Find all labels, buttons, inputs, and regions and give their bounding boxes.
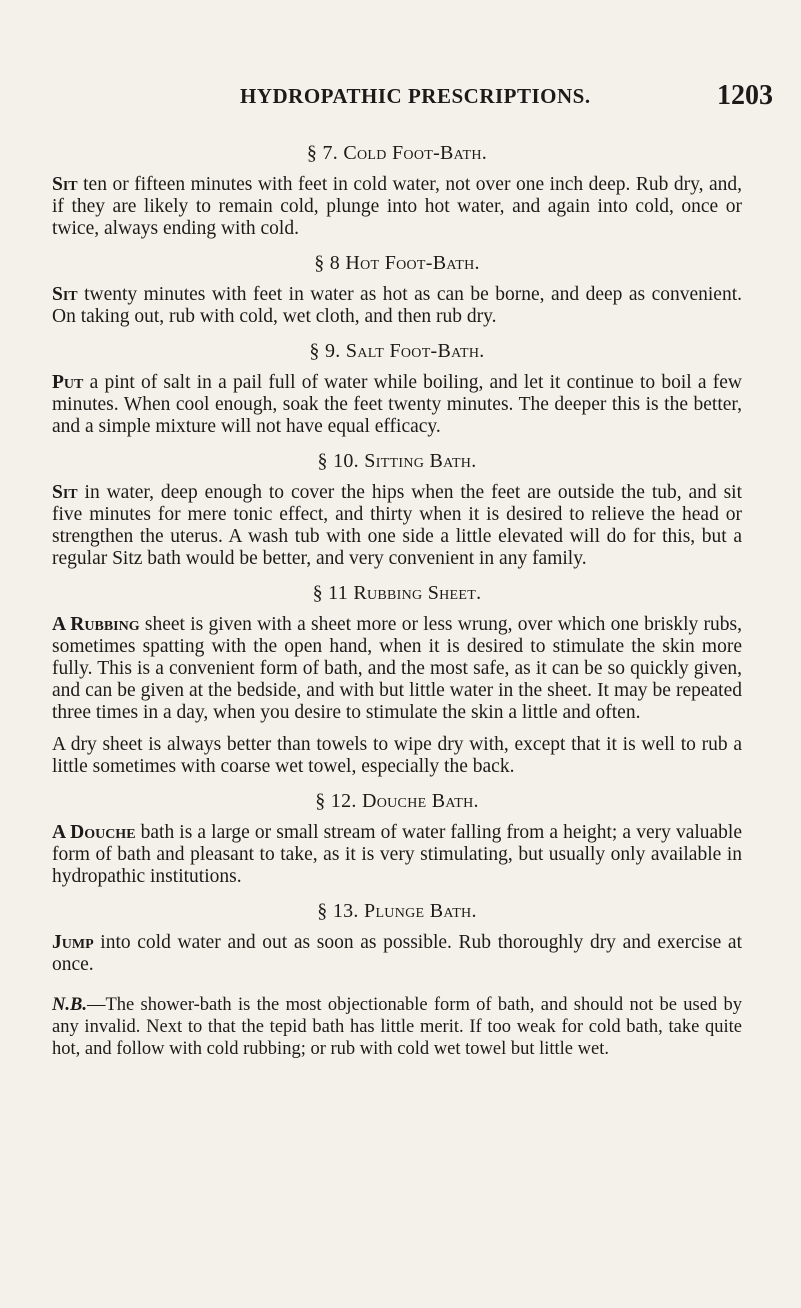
section-douche-bath — [52, 788, 742, 888]
paragraph — [52, 174, 742, 240]
paragraph-lead: Sit — [52, 284, 78, 305]
paragraph-lead: Sit — [52, 482, 78, 503]
section-heading: § 8 Hot Foot-Bath. — [314, 252, 480, 274]
section-plunge-bath — [52, 898, 742, 976]
paragraph — [52, 482, 742, 570]
paragraph — [52, 822, 742, 888]
section-heading: § 10. Sitting Bath. — [317, 450, 477, 472]
section-hot-foot-bath — [52, 250, 742, 328]
section-rubbing-sheet — [52, 580, 742, 778]
paragraph-lead: Put — [52, 372, 84, 393]
section-heading: § 9. Salt Foot-Bath. — [309, 340, 485, 362]
paragraph-text: in water, deep enough to cover the hips when the feet are outside the tub, and sit five minutes for mere tonic effect, and thirty when it is desired to relieve the head or strengthen the uterus. A wash tub with one side a little elevated will do for this, but a regular Sitz bath would be better, and very convenient in any family. — [52, 482, 742, 569]
paragraph-lead: A Rubbing — [52, 614, 140, 635]
paragraph-text: A dry sheet is always better than towels to wipe dry with, except that it is well to rub a little sometimes with coarse wet towel, especially the back. — [52, 734, 742, 777]
section-heading: § 7. Cold Foot-Bath. — [306, 142, 488, 164]
section-salt-foot-bath — [52, 338, 742, 438]
paragraph-lead: A Douche — [52, 822, 136, 843]
footnote — [52, 994, 742, 1060]
running-head — [240, 80, 785, 112]
note-text: —The shower-bath is the most objectionable form of bath, and should not be used by any invalid. Next to that the tepid bath has little merit. If too weak for cold bath, take quite hot, and follow with cold rubbing; or rub with cold wet towel but little wet. — [52, 995, 742, 1059]
paragraph-text: twenty minutes with feet in water as hot as can be borne, and deep as convenient. On taking out, rub with cold, wet cloth, and then rub dry. — [52, 284, 742, 327]
paragraph — [52, 614, 742, 724]
note-lead: N.B. — [52, 995, 87, 1015]
paragraph-lead: Sit — [52, 174, 78, 195]
section-heading: § 11 Rubbing Sheet. — [312, 582, 482, 604]
running-title: HYDROPATHIC PRESCRIPTIONS. — [240, 84, 591, 108]
page-content — [52, 140, 742, 1060]
paragraph-lead: Jump — [52, 932, 94, 953]
paragraph-text: a pint of salt in a pail full of water while boiling, and let it continue to boil a few minutes. When cool enough, soak the feet twenty minutes. The deeper this is the better, and a simple mixture will not have equal efficacy. — [52, 372, 742, 437]
paragraph-text: bath is a large or small stream of water falling from a height; a very valuable form of bath and pleasant to take, as it is very stimulating, but usually only available in hydropathic institutions. — [52, 822, 742, 887]
paragraph — [52, 932, 742, 976]
paragraph-text: ten or fifteen minutes with feet in cold water, not over one inch deep. Rub dry, and, if they are likely to remain cold, plunge into hot water, and again into cold, once or twice, always ending with cold. — [52, 174, 742, 239]
section-cold-foot-bath — [52, 140, 742, 240]
paragraph-text: sheet is given with a sheet more or less wrung, over which one briskly rubs, sometimes spatting with the open hand, when it is desired to stimulate the skin more fully. This is a convenient form of bath, and the most safe, as it can be so quickly given, and can be given at the bedside, and with but little water in the sheet. It may be repeated three times in a day, when you desire to stimulate the skin a little and often. — [52, 614, 742, 723]
paragraph — [52, 372, 742, 438]
paragraph — [52, 734, 742, 778]
page-number: 1203 — [717, 80, 773, 111]
section-heading: § 12. Douche Bath. — [315, 790, 479, 812]
section-sitting-bath — [52, 448, 742, 570]
paragraph — [52, 284, 742, 328]
paragraph-text: into cold water and out as soon as possible. Rub thoroughly dry and exercise at once. — [52, 932, 742, 975]
section-heading: § 13. Plunge Bath. — [317, 900, 477, 922]
